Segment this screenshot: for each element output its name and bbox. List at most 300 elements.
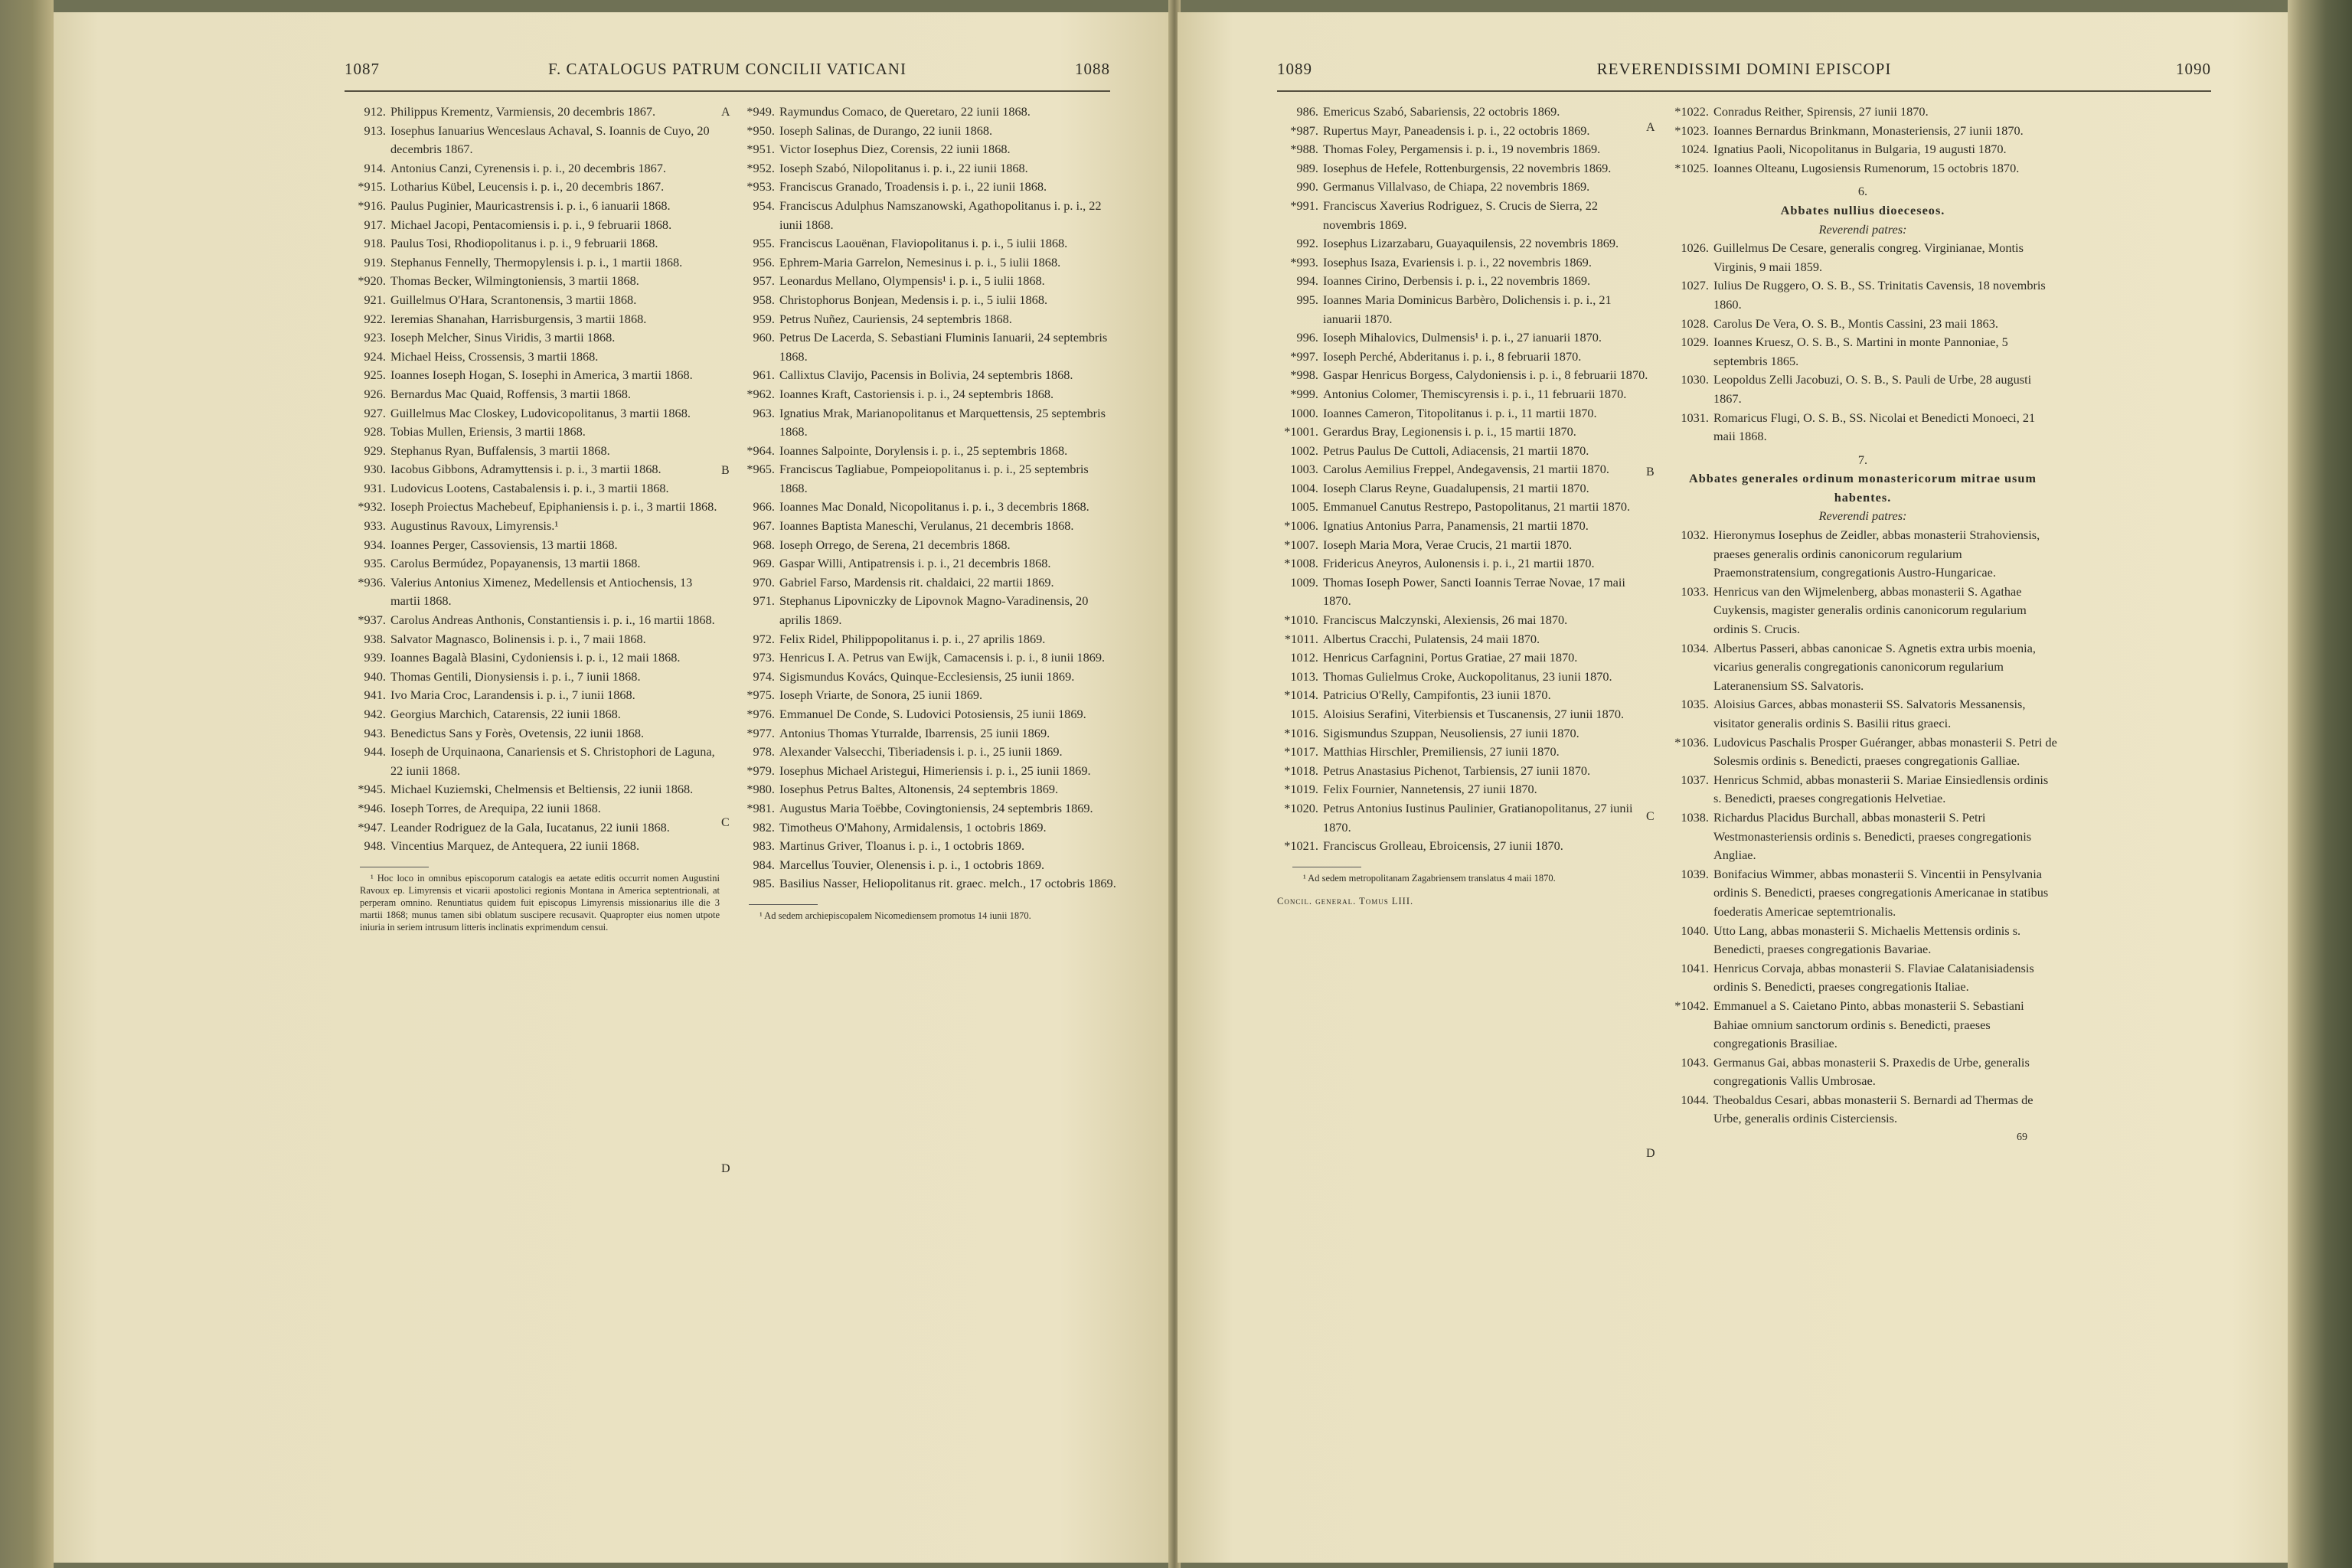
entry-number: 1039. bbox=[1681, 866, 1709, 881]
catalog-entry bbox=[1277, 648, 1652, 668]
catalog-entry bbox=[1277, 762, 1652, 781]
catalog-entry bbox=[733, 536, 1116, 555]
entry-text: Stephanus Fennelly, Thermopylensis i. p. i., 1 martii 1868. bbox=[390, 254, 683, 270]
entry-number: 1043. bbox=[1681, 1054, 1709, 1070]
catalog-entry bbox=[733, 460, 1116, 498]
catalog-entry bbox=[1668, 371, 2058, 408]
entry-text: Ieremias Shanahan, Harrisburgensis, 3 martii 1868. bbox=[390, 311, 647, 326]
catalog-entry bbox=[345, 291, 720, 310]
catalog-entry bbox=[345, 648, 720, 668]
catalog-entry bbox=[733, 197, 1116, 234]
catalog-entry bbox=[733, 442, 1116, 461]
entry-text: Henricus Corvaja, abbas monasterii S. Flaviae Calatanisiadensis ordinis S. Benedicti, praeses congregationis Italiae. bbox=[1713, 960, 2034, 995]
catalog-entry bbox=[345, 837, 720, 856]
catalog-entry bbox=[733, 592, 1116, 629]
catalog-entry bbox=[345, 743, 720, 780]
entry-number: *1016. bbox=[1284, 725, 1318, 740]
catalog-entry bbox=[733, 291, 1116, 310]
entry-text: Iosephus Isaza, Evariensis i. p. i., 22 novembris 1869. bbox=[1323, 254, 1592, 270]
entry-text: Ignatius Paoli, Nicopolitanus in Bulgaria, 19 augusti 1870. bbox=[1713, 142, 2007, 157]
catalog-entry bbox=[345, 686, 720, 705]
right-column-1 bbox=[1277, 103, 1652, 910]
entry-number: 1031. bbox=[1681, 410, 1709, 425]
catalog-entry bbox=[1668, 997, 2058, 1054]
catalog-entry bbox=[733, 366, 1116, 385]
entry-number: 1027. bbox=[1681, 278, 1709, 293]
entry-text: Philippus Krementz, Varmiensis, 20 decembris 1867. bbox=[390, 104, 656, 119]
entry-text: Christophorus Bonjean, Medensis i. p. i., 5 iulii 1868. bbox=[779, 292, 1048, 307]
entry-number: *1020. bbox=[1284, 800, 1318, 815]
entry-number: *981. bbox=[746, 800, 775, 815]
entry-text: Albertus Cracchi, Pulatensis, 24 maii 1870. bbox=[1323, 631, 1540, 646]
entry-number: *999. bbox=[1290, 386, 1318, 401]
catalog-entry bbox=[733, 686, 1116, 705]
catalog-entry bbox=[733, 404, 1116, 442]
entry-text: Ioseph Szabó, Nilopolitanus i. p. i., 22 iunii 1868. bbox=[779, 160, 1028, 175]
entry-number: *1025. bbox=[1674, 160, 1709, 175]
entry-text: Antonius Thomas Yturralde, Ibarrensis, 25 iunii 1869. bbox=[779, 725, 1050, 740]
catalog-entry bbox=[733, 724, 1116, 743]
entry-text: Emmanuel Canutus Restrepo, Pastopolitanus, 21 martii 1870. bbox=[1323, 499, 1631, 514]
catalog-entry bbox=[345, 122, 720, 159]
entry-text: Henricus van den Wijmelenberg, abbas monasterii S. Agathae Cuykensis, magister generalis ordinis canonicorum regularium ordinis S. Crucis. bbox=[1713, 583, 2027, 637]
catalog-entry bbox=[1668, 103, 2058, 122]
entry-text: Iosephus Petrus Baltes, Altonensis, 24 septembris 1869. bbox=[779, 782, 1059, 797]
entry-number: *975. bbox=[746, 688, 775, 703]
entry-number: *1011. bbox=[1284, 631, 1318, 646]
entry-text: Benedictus Sans y Forès, Ovetensis, 22 iunii 1868. bbox=[390, 725, 645, 740]
catalog-entry bbox=[345, 818, 720, 838]
entry-text: Petrus Nuñez, Cauriensis, 24 septembris 1868. bbox=[779, 311, 1012, 326]
entry-text: Patricius O'Relly, Campifontis, 23 iunii 1870. bbox=[1323, 688, 1551, 703]
entry-text: Ioseph Vriarte, de Sonora, 25 iunii 1869. bbox=[779, 688, 983, 703]
page-title: REVERENDISSIMI DOMINI EPISCOPI bbox=[1596, 60, 1892, 78]
entry-number: 921. bbox=[364, 292, 386, 307]
section-sub: Reverendi patres: bbox=[1818, 508, 1907, 524]
page-title: F. CATALOGUS PATRUM CONCILII VATICANI bbox=[548, 60, 906, 78]
entry-number: *1023. bbox=[1674, 122, 1709, 138]
entry-text: Iulius De Ruggero, O. S. B., SS. Trinitatis Cavensis, 18 novembris 1860. bbox=[1713, 278, 2046, 312]
catalog-entry bbox=[1277, 103, 1652, 122]
entry-number: 992. bbox=[1296, 236, 1318, 251]
entry-number: 944. bbox=[364, 744, 386, 760]
entry-number: 969. bbox=[753, 556, 775, 571]
catalog-entry bbox=[733, 743, 1116, 762]
entry-text: Marcellus Touvier, Olenensis i. p. i., 1 octobris 1869. bbox=[779, 857, 1045, 872]
catalog-entry bbox=[1277, 498, 1652, 517]
entry-number: 955. bbox=[753, 236, 775, 251]
catalog-entry bbox=[345, 799, 720, 818]
catalog-entry bbox=[733, 140, 1116, 159]
footnote-rule bbox=[749, 904, 818, 905]
entry-text: Antonius Colomer, Themiscyrensis i. p. i., 11 februarii 1870. bbox=[1323, 386, 1627, 401]
entry-number: 938. bbox=[364, 631, 386, 646]
entry-text: Ioannes Bernardus Brinkmann, Monasteriensis, 27 iunii 1870. bbox=[1713, 122, 2024, 138]
entry-text: Leonardus Mellano, Olympensis¹ i. p. i., 5 iulii 1868. bbox=[779, 273, 1045, 289]
entry-text: Ioannes Perger, Cassoviensis, 13 martii 1868. bbox=[390, 537, 618, 552]
catalog-entry bbox=[345, 573, 720, 611]
page-number: 1088 bbox=[1075, 60, 1110, 78]
entry-number: *1014. bbox=[1284, 688, 1318, 703]
entry-text: Bernardus Mac Quaid, Roffensis, 3 martii 1868. bbox=[390, 386, 631, 401]
entry-text: Ioannes Cirino, Derbensis i. p. i., 22 novembris 1869. bbox=[1323, 273, 1591, 289]
entry-text: Leopoldus Zelli Jacobuzi, O. S. B., S. Pauli de Urbe, 28 augusti 1867. bbox=[1713, 372, 2032, 406]
signature-mark: 69 bbox=[2017, 1132, 2027, 1144]
entry-text: Sigismundus Szuppan, Neusoliensis, 27 iunii 1870. bbox=[1323, 725, 1579, 740]
footnote: ¹ Hoc loco in omnibus episcoporum catalogis ea aetate editis occurrit nomen Augustini Ravoux ep. Limyrensis et vicarii apostolici regionis Montana in America septentrionali, at perperam omnino. Renuntiatus quidem fuit episcopus Limyrensis missionarius ille die 3 martii 1868; munus tamen sibi oblatum suscipere recusavit. Quapropter eius nomen utpote iniuria in seriem intrusum litteris inclinatis exprimendum censui. bbox=[360, 872, 720, 933]
catalog-entry bbox=[1277, 460, 1652, 479]
entry-text: Thomas Gulielmus Croke, Auckopolitanus, 23 iunii 1870. bbox=[1323, 668, 1612, 684]
catalog-entry bbox=[1277, 423, 1652, 442]
entry-text: Timotheus O'Mahony, Armidalensis, 1 octobris 1869. bbox=[779, 819, 1047, 835]
catalog-entry bbox=[1277, 442, 1652, 461]
entry-number: 943. bbox=[364, 725, 386, 740]
catalog-entry bbox=[345, 630, 720, 649]
entry-number: *998. bbox=[1290, 368, 1318, 383]
entry-number: 985. bbox=[753, 876, 775, 891]
entry-text: Albertus Passeri, abbas canonicae S. Agnetis extra urbis moenia, vicarius generalis congregationis canonicorum regularium Lateranensium SS. Salvatoris. bbox=[1713, 640, 2036, 693]
book-edge-right bbox=[2288, 0, 2352, 1568]
entry-text: Stephanus Ryan, Buffalensis, 3 martii 1868. bbox=[390, 443, 610, 458]
margin-letter: B bbox=[721, 464, 730, 477]
page-number: 1090 bbox=[2176, 60, 2211, 78]
entry-number: 984. bbox=[753, 857, 775, 872]
entry-text: Henricus Schmid, abbas monasterii S. Mariae Einsiedlensis ordinis s. Benedicti, praeses congregationis Helvetiae. bbox=[1713, 772, 2049, 806]
entry-number: 1028. bbox=[1681, 315, 1709, 331]
entry-text: Antonius Canzi, Cyrenensis i. p. i., 20 decembris 1867. bbox=[390, 160, 666, 175]
entry-number: 983. bbox=[753, 838, 775, 854]
entry-number: *1017. bbox=[1284, 744, 1318, 760]
section-num: 7. bbox=[1857, 452, 1868, 467]
entry-text: Vincentius Marquez, de Antequera, 22 iunii 1868. bbox=[390, 838, 640, 854]
entry-number: *915. bbox=[358, 179, 386, 194]
entry-text: Ioannes Baptista Maneschi, Verulanus, 21 decembris 1868. bbox=[779, 518, 1074, 534]
entry-number: 934. bbox=[364, 537, 386, 552]
entry-text: Gerardus Bray, Legionensis i. p. i., 15 martii 1870. bbox=[1323, 424, 1576, 439]
catalog-entry bbox=[733, 630, 1116, 649]
entry-number: 1041. bbox=[1681, 960, 1709, 975]
entry-number: 963. bbox=[753, 405, 775, 420]
entry-text: Ioannes Olteanu, Lugosiensis Rumenorum, 15 octobris 1870. bbox=[1713, 160, 2020, 175]
entry-number: 912. bbox=[364, 104, 386, 119]
catalog-entry bbox=[733, 856, 1116, 875]
entry-text: Matthias Hirschler, Premiliensis, 27 iunii 1870. bbox=[1323, 744, 1560, 760]
entry-number: 966. bbox=[753, 499, 775, 514]
entry-number: 1003. bbox=[1290, 462, 1318, 477]
catalog-entry bbox=[733, 103, 1116, 122]
catalog-entry bbox=[1277, 611, 1652, 630]
entry-number: *952. bbox=[746, 160, 775, 175]
entry-number: 971. bbox=[753, 593, 775, 609]
entry-number: *953. bbox=[746, 179, 775, 194]
entry-number: *991. bbox=[1290, 198, 1318, 213]
entry-number: *1001. bbox=[1284, 424, 1318, 439]
entry-text: Raymundus Comaco, de Queretaro, 22 iunii 1868. bbox=[779, 104, 1031, 119]
page-number: 1089 bbox=[1277, 60, 1312, 78]
entry-number: 994. bbox=[1296, 273, 1318, 289]
catalog-entry bbox=[1277, 799, 1652, 837]
entry-number: 914. bbox=[364, 160, 386, 175]
entry-number: 1040. bbox=[1681, 923, 1709, 938]
catalog-entry bbox=[345, 498, 720, 517]
catalog-entry bbox=[1277, 328, 1652, 348]
entry-number: *1018. bbox=[1284, 763, 1318, 778]
entry-text: Conradus Reither, Spirensis, 27 iunii 1870. bbox=[1713, 104, 1929, 119]
catalog-entry bbox=[1277, 517, 1652, 536]
entry-number: 986. bbox=[1296, 104, 1318, 119]
catalog-entry bbox=[733, 517, 1116, 536]
catalog-entry bbox=[733, 272, 1116, 291]
catalog-entry bbox=[1668, 140, 2058, 159]
entry-text: Martinus Griver, Tloanus i. p. i., 1 octobris 1869. bbox=[779, 838, 1025, 854]
entry-number: *937. bbox=[358, 612, 386, 628]
entry-text: Carolus Andreas Anthonis, Constantiensis i. p. i., 16 martii 1868. bbox=[390, 612, 715, 628]
entry-number: *980. bbox=[746, 782, 775, 797]
entry-number: *977. bbox=[746, 725, 775, 740]
catalog-entry bbox=[345, 253, 720, 273]
right-page-header bbox=[1277, 60, 2211, 87]
entry-text: Franciscus Laouënan, Flaviopolitanus i. p. i., 5 iulii 1868. bbox=[779, 236, 1068, 251]
catalog-entry bbox=[733, 780, 1116, 799]
catalog-entry bbox=[1277, 554, 1652, 573]
entry-number: *949. bbox=[746, 104, 775, 119]
entry-number: 1044. bbox=[1681, 1092, 1709, 1107]
entry-number: 959. bbox=[753, 311, 775, 326]
entry-number: 1000. bbox=[1290, 405, 1318, 420]
entry-text: Basilius Nasser, Heliopolitanus rit. graec. melch., 17 octobris 1869. bbox=[779, 876, 1116, 891]
entry-number: *1019. bbox=[1284, 782, 1318, 797]
catalog-entry bbox=[345, 159, 720, 178]
entry-number: *1010. bbox=[1284, 612, 1318, 628]
entry-number: *916. bbox=[358, 198, 386, 213]
entry-text: Iosephus de Hefele, Rottenburgensis, 22 novembris 1869. bbox=[1323, 160, 1612, 175]
entry-text: Ioannes Kruesz, O. S. B., S. Martini in monte Pannoniae, 5 septembris 1865. bbox=[1713, 335, 2008, 368]
catalog-entry bbox=[1277, 366, 1652, 385]
entry-number: 939. bbox=[364, 650, 386, 665]
entry-text: Salvator Magnasco, Bolinensis i. p. i., 7 maii 1868. bbox=[390, 631, 646, 646]
catalog-entry bbox=[1668, 865, 2058, 922]
entry-number: 1029. bbox=[1681, 335, 1709, 350]
catalog-entry bbox=[1277, 178, 1652, 197]
entry-text: Guillelmus Mac Closkey, Ludovicopolitanus, 3 martii 1868. bbox=[390, 405, 691, 420]
entry-text: Paulus Puginier, Mauricastrensis i. p. i., 6 ianuarii 1868. bbox=[390, 198, 671, 213]
entry-number: 926. bbox=[364, 386, 386, 401]
entry-number: 968. bbox=[753, 537, 775, 552]
entry-number: 927. bbox=[364, 405, 386, 420]
entry-text: Ioannes Salpointe, Dorylensis i. p. i., 25 septembris 1868. bbox=[779, 443, 1068, 458]
entry-number: 1005. bbox=[1290, 499, 1318, 514]
entry-text: Fridericus Aneyros, Aulonensis i. p. i., 21 martii 1870. bbox=[1323, 556, 1595, 571]
entry-number: 961. bbox=[753, 368, 775, 383]
catalog-entry bbox=[733, 122, 1116, 141]
entry-text: Iosephus Lizarzabaru, Guayaquilensis, 22 novembris 1869. bbox=[1323, 236, 1619, 251]
footnote: ¹ Ad sedem metropolitanam Zagabriensem translatus 4 maii 1870. bbox=[1303, 872, 1556, 884]
entry-text: Michael Heiss, Crossensis, 3 martii 1868. bbox=[390, 348, 599, 364]
entry-text: Callixtus Clavijo, Pacensis in Bolivia, 24 septembris 1868. bbox=[779, 368, 1073, 383]
entry-number: 941. bbox=[364, 688, 386, 703]
entry-number: 1038. bbox=[1681, 809, 1709, 825]
entry-number: 1012. bbox=[1290, 650, 1318, 665]
entry-text: Ioannes Ioseph Hogan, S. Iosephi in America, 3 martii 1868. bbox=[390, 368, 693, 383]
catalog-entry bbox=[345, 536, 720, 555]
catalog-entry bbox=[1277, 630, 1652, 649]
catalog-entry bbox=[1277, 724, 1652, 743]
entry-text: Aloisius Garces, abbas monasterii SS. Salvatoris Messanensis, visitator generalis ordinis S. Basilii ritus graeci. bbox=[1713, 697, 2026, 730]
entry-text: Ioseph Torres, de Arequipa, 22 iunii 1868. bbox=[390, 800, 601, 815]
catalog-entry bbox=[1277, 122, 1652, 141]
entry-number: 913. bbox=[364, 122, 386, 138]
margin-letter: A bbox=[1646, 121, 1655, 134]
catalog-entry bbox=[1277, 385, 1652, 404]
catalog-entry bbox=[733, 328, 1116, 366]
catalog-entry bbox=[345, 705, 720, 724]
entry-number: 1030. bbox=[1681, 372, 1709, 387]
entry-text: Ioseph Perché, Abderitanus i. p. i., 8 februarii 1870. bbox=[1323, 348, 1582, 364]
catalog-entry bbox=[1277, 668, 1652, 687]
catalog-entry bbox=[733, 705, 1116, 724]
entry-number: *1022. bbox=[1674, 104, 1709, 119]
entry-number: 948. bbox=[364, 838, 386, 854]
entry-number: *920. bbox=[358, 273, 386, 289]
catalog-entry bbox=[733, 385, 1116, 404]
entry-text: Sigismundus Kovács, Quinque-Ecclesiensis, 25 iunii 1869. bbox=[779, 668, 1075, 684]
catalog-entry bbox=[345, 197, 720, 216]
entry-text: Richardus Placidus Burchall, abbas monasterii S. Petri Westmonasteriensis ordinis s. Benedicti, praeses congregationis Angliae. bbox=[1713, 809, 2032, 863]
entry-text: Alexander Valsecchi, Tiberiadensis i. p. i., 25 iunii 1869. bbox=[779, 744, 1063, 760]
catalog-entry bbox=[1277, 348, 1652, 367]
entry-text: Romaricus Flugi, O. S. B., SS. Nicolai et Benedicti Monoeci, 21 maii 1868. bbox=[1713, 410, 2036, 444]
entry-text: Ioannes Cameron, Titopolitanus i. p. i., 11 martii 1870. bbox=[1323, 405, 1597, 420]
catalog-entry bbox=[1277, 573, 1652, 611]
entry-text: Emmanuel a S. Caietano Pinto, abbas monasterii S. Sebastiani Bahiae omnium sanctorum ordinis s. Benedicti, praeses congregationis Brasiliae. bbox=[1713, 998, 2024, 1051]
entry-number: *951. bbox=[746, 142, 775, 157]
entry-number: *1036. bbox=[1674, 734, 1709, 750]
left-page-header bbox=[345, 60, 1110, 87]
entry-number: 995. bbox=[1296, 292, 1318, 307]
entry-number: 1035. bbox=[1681, 697, 1709, 712]
catalog-entry bbox=[1668, 733, 2058, 771]
margin-letter: D bbox=[1646, 1147, 1655, 1160]
entry-number: 978. bbox=[753, 744, 775, 760]
entry-text: Thomas Becker, Wilmingtoniensis, 3 martii 1868. bbox=[390, 273, 639, 289]
entry-number: 931. bbox=[364, 480, 386, 495]
entry-text: Gabriel Farso, Mardensis rit. chaldaici, 22 martii 1869. bbox=[779, 574, 1054, 590]
catalog-entry bbox=[1668, 159, 2058, 178]
catalog-entry bbox=[1277, 536, 1652, 555]
entry-number: 1024. bbox=[1681, 142, 1709, 157]
catalog-entry bbox=[733, 799, 1116, 818]
entry-text: Valerius Antonius Ximenez, Medellensis et Antiochensis, 13 martii 1868. bbox=[390, 574, 693, 609]
catalog-entry bbox=[733, 648, 1116, 668]
entry-number: 930. bbox=[364, 462, 386, 477]
entry-number: *997. bbox=[1290, 348, 1318, 364]
catalog-entry bbox=[1277, 780, 1652, 799]
entry-text: Franciscus Xaverius Rodriguez, S. Crucis de Sierra, 22 novembris 1869. bbox=[1323, 198, 1599, 232]
left-page bbox=[54, 12, 1171, 1563]
entry-text: Ioannes Maria Dominicus Barbèro, Dolichensis i. p. i., 21 ianuarii 1870. bbox=[1323, 292, 1612, 326]
catalog-entry bbox=[345, 423, 720, 442]
entry-text: Ludovicus Paschalis Prosper Guéranger, abbas monasterii S. Petri de Solesmis ordinis s. Benedicti, praeses congregationis Galliae. bbox=[1713, 734, 2057, 769]
catalog-entry bbox=[1277, 291, 1652, 328]
footnote: ¹ Ad sedem archiepiscopalem Nicomediensem promotus 14 iunii 1870. bbox=[760, 910, 1031, 921]
catalog-entry bbox=[345, 178, 720, 197]
entry-number: 1002. bbox=[1290, 443, 1318, 458]
entry-number: 972. bbox=[753, 631, 775, 646]
right-column-2 bbox=[1668, 103, 2058, 1148]
catalog-entry bbox=[733, 310, 1116, 329]
entry-text: Carolus Bermúdez, Popayanensis, 13 martii 1868. bbox=[390, 556, 641, 571]
entry-text: Petrus De Lacerda, S. Sebastiani Fluminis Ianuarii, 24 septembris 1868. bbox=[779, 330, 1108, 364]
entry-number: 940. bbox=[364, 668, 386, 684]
catalog-entry bbox=[733, 554, 1116, 573]
entry-number: *932. bbox=[358, 499, 386, 514]
page-number: 1087 bbox=[345, 60, 380, 78]
entry-text: Aloisius Serafini, Viterbiensis et Tuscanensis, 27 iunii 1870. bbox=[1323, 707, 1625, 721]
entry-number: 996. bbox=[1296, 330, 1318, 345]
catalog-entry bbox=[1668, 526, 2058, 583]
catalog-entry bbox=[345, 442, 720, 461]
section-title: Abbates generales ordinum monastericorum mitrae usum habentes. bbox=[1688, 471, 2037, 505]
entry-text: Petrus Anastasius Pichenot, Tarbiensis, 27 iunii 1870. bbox=[1323, 763, 1591, 778]
entry-text: Ephrem-Maria Garrelon, Nemesinus i. p. i., 5 iulii 1868. bbox=[779, 254, 1061, 270]
entry-text: Germanus Gai, abbas monasterii S. Praxedis de Urbe, generalis congregationis Vallis Umbrosae. bbox=[1713, 1054, 2030, 1089]
catalog-entry bbox=[1668, 1091, 2058, 1129]
catalog-entry bbox=[1668, 922, 2058, 959]
entry-text: Gaspar Henricus Borgess, Calydoniensis i. p. i., 8 februarii 1870. bbox=[1323, 368, 1648, 383]
entry-number: 924. bbox=[364, 348, 386, 364]
entry-number: 1009. bbox=[1290, 574, 1318, 590]
catalog-entry bbox=[1277, 705, 1652, 724]
catalog-entry bbox=[345, 780, 720, 799]
entry-text: Franciscus Malczynski, Alexiensis, 26 mai 1870. bbox=[1323, 612, 1568, 628]
entry-number: 917. bbox=[364, 217, 386, 232]
margin-letter: D bbox=[721, 1162, 730, 1175]
entry-number: 970. bbox=[753, 574, 775, 590]
entry-number: 967. bbox=[753, 518, 775, 534]
entry-text: Emmanuel De Conde, S. Ludovici Potosiensis, 25 iunii 1869. bbox=[779, 707, 1086, 721]
catalog-entry bbox=[1668, 122, 2058, 141]
entry-text: Thomas Foley, Pergamensis i. p. i., 19 novembris 1869. bbox=[1323, 142, 1601, 157]
entry-text: Bonifacius Wimmer, abbas monasterii S. Vincentii in Pensylvania ordinis S. Benedicti, praeses congregationis Americanae in statibus foederatis Americae septemtrionalis. bbox=[1713, 866, 2049, 919]
entry-text: Petrus Antonius Iustinus Paulinier, Gratianopolitanus, 27 iunii 1870. bbox=[1323, 800, 1633, 835]
catalog-entry bbox=[345, 272, 720, 291]
entry-number: *950. bbox=[746, 122, 775, 138]
catalog-entry bbox=[345, 554, 720, 573]
catalog-entry bbox=[733, 498, 1116, 517]
catalog-entry bbox=[345, 668, 720, 687]
entry-text: Gaspar Willi, Antipatrensis i. p. i., 21 decembris 1868. bbox=[779, 556, 1051, 571]
entry-text: Franciscus Tagliabue, Pompeiopolitanus i. p. i., 25 septembris 1868. bbox=[779, 462, 1089, 495]
catalog-entry bbox=[1668, 959, 2058, 997]
catalog-entry bbox=[1668, 1054, 2058, 1091]
catalog-entry bbox=[1668, 771, 2058, 808]
entry-number: 933. bbox=[364, 518, 386, 534]
entry-text: Guillelmus O'Hara, Scrantonensis, 3 martii 1868. bbox=[390, 292, 637, 307]
header-rule bbox=[1277, 90, 2211, 92]
entry-text: Tobias Mullen, Eriensis, 3 martii 1868. bbox=[390, 424, 586, 439]
catalog-entry bbox=[733, 668, 1116, 687]
catalog-entry bbox=[1668, 239, 2058, 276]
entry-number: 922. bbox=[364, 311, 386, 326]
catalog-entry bbox=[1277, 404, 1652, 423]
entry-text: Ioannes Bagalà Blasini, Cydoniensis i. p. i., 12 maii 1868. bbox=[390, 650, 681, 665]
catalog-entry bbox=[1277, 197, 1652, 234]
catalog-entry bbox=[345, 103, 720, 122]
entry-text: Carolus De Vera, O. S. B., Montis Cassini, 23 maii 1863. bbox=[1713, 315, 1998, 331]
catalog-entry bbox=[345, 328, 720, 348]
catalog-entry bbox=[345, 348, 720, 367]
entry-text: Emericus Szabó, Sabariensis, 22 octobris 1869. bbox=[1323, 104, 1560, 119]
